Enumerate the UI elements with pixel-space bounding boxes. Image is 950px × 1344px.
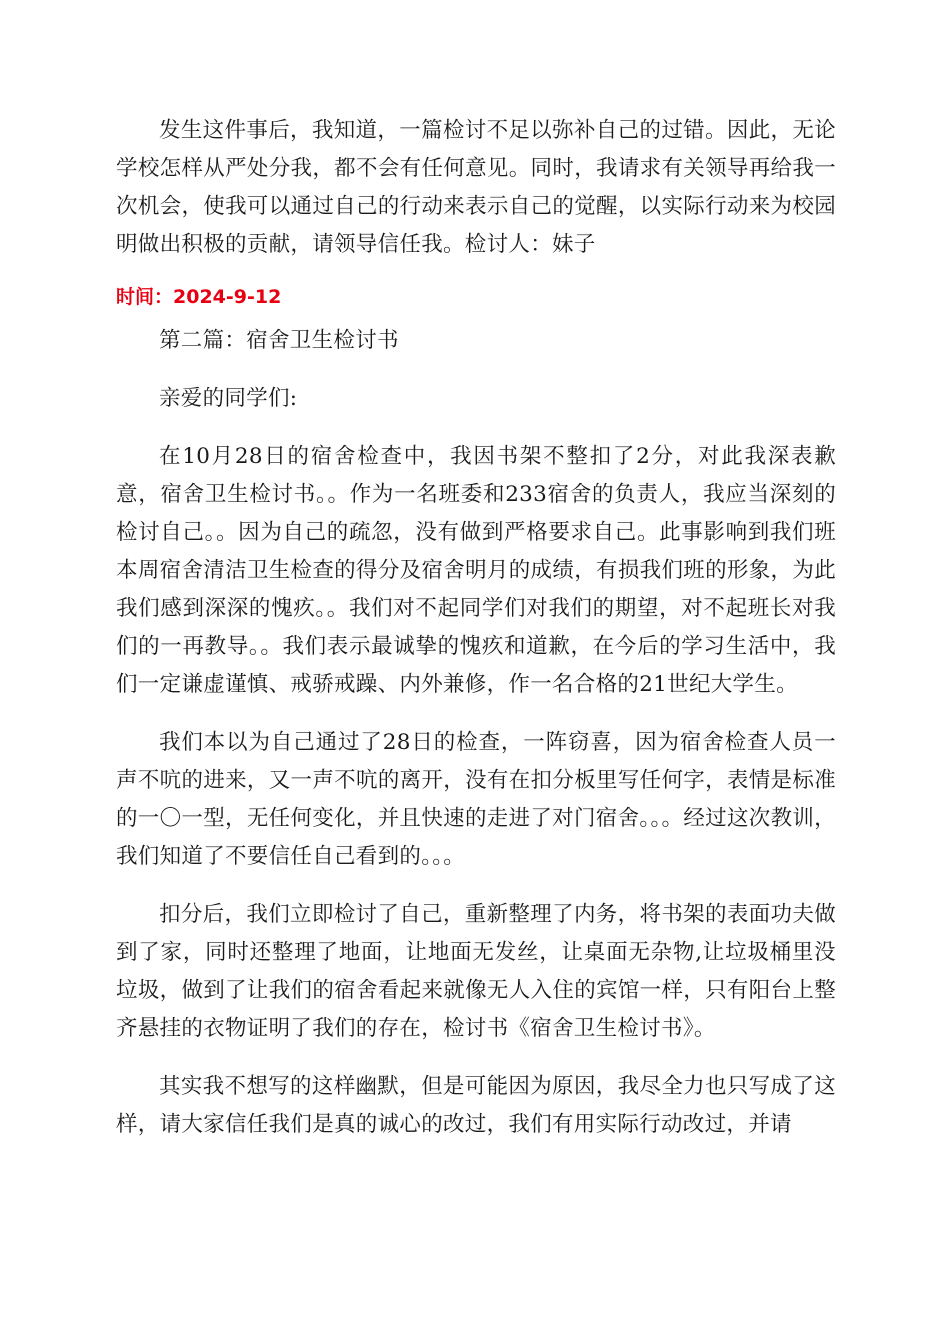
paragraph-cleanup: 扣分后，我们立即检讨了自己，重新整理了内务，将书架的表面功夫做到了家，同时还整理了地面，让地面无发丝，让桌面无杂物,让垃圾桶里没垃圾，做到了让我们的宿舍看起来就像无人入住的宾馆一样，只有阳台上整齐悬挂的衣物证明了我们的存在，检讨书《宿舍卫生检讨书》。 [116,902,836,1041]
salutation: 亲爱的同学们: [159,386,298,411]
date-label: 时间：2024-9-12 [116,286,282,308]
paragraph-apology-ending: 发生这件事后，我知道，一篇检讨不足以弥补自己的过错。因此，无论学校怎样从严处分我，都不会有任何意见。同时，我请求有关领导再给我一次机会，使我可以通过自己的行动来表示自己的觉醒，以实际行动来为校园明做出积极的贡献，请领导信任我。检讨人：妹子 [116,118,836,257]
section-heading: 第二篇：宿舍卫生检讨书 [159,328,399,353]
document-page [116,112,836,1144]
paragraph-closing: 其实我不想写的这样幽默，但是可能因为原因，我尽全力也只写成了这样，请大家信任我们是真的诚心的改过，我们有用实际行动改过，并请 [116,1074,836,1137]
paragraph-assumption: 我们本以为自己通过了28日的检查，一阵窃喜，因为宿舍检查人员一声不吭的进来，又一声不吭的离开，没有在扣分板里写任何字，表情是标准的一〇一型，无任何变化，并且快速的走进了对门宿舍。。。经过这次教训，我们知道了不要信任自己看到的。。。 [116,730,836,869]
paragraph-inspection: 在10月28日的宿舍检查中，我因书架不整扣了2分，对此我深表歉意，宿舍卫生检讨书。。作为一名班委和233宿舍的负责人，我应当深刻的检讨自己。。因为自己的疏忽，没有做到严格要求自己。此事影响到我们班本周宿舍清洁卫生检查的得分及宿舍明月的成绩，有损我们班的形象，为此我们感到深深的愧疚。。我们对不起同学们对我们的期望，对不起班长对我们的一再教导。。我们表示最诚挚的愧疚和道歉，在今后的学习生活中，我们一定谦虚谨慎、戒骄戒躁、内外兼修，作一名合格的21世纪大学生。 [116,444,836,697]
